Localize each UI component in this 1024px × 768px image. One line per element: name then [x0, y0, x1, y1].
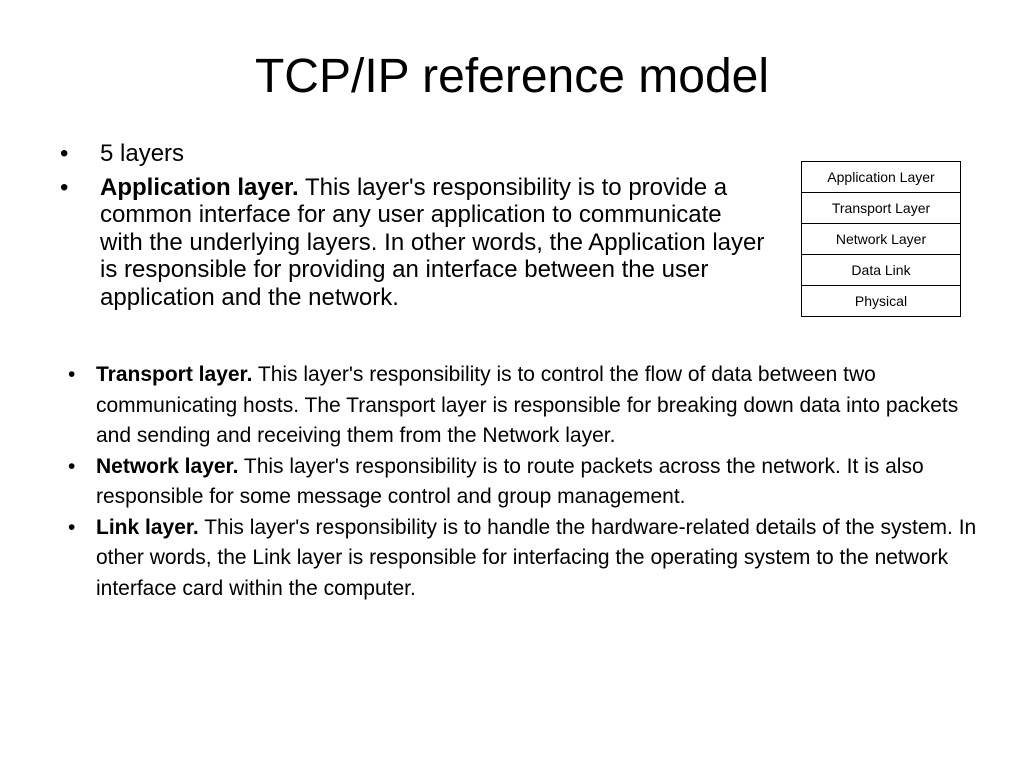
layer-cell-physical: Physical	[802, 286, 960, 317]
bullet-heading: Network layer.	[96, 454, 239, 478]
layer-cell-transport: Transport Layer	[802, 193, 960, 224]
bullet-text: This layer's responsibility is to route packets across the network. It is also responsible for some message control and group management.	[96, 454, 924, 508]
bullet-icon: •	[68, 363, 76, 386]
bullet-text: This layer's responsibility is to control the flow of data between two communicating hosts. The Transport layer is responsible for breaking down data into packets and sending and receiving them from the Network layer.	[96, 363, 959, 447]
bullet-item-application-layer	[60, 174, 770, 312]
layer-stack-diagram	[801, 161, 961, 317]
bullet-item-network-layer	[68, 452, 988, 513]
bullet-item-five-layers	[60, 140, 770, 168]
bullet-icon: •	[68, 454, 76, 478]
bullet-item-transport-layer	[68, 360, 988, 452]
bullet-text: This layer's responsibility is to handle the hardware-related details of the system. In other words, the Link layer is responsible for interfacing the operating system to the network interface card within the computer.	[96, 515, 977, 600]
layer-cell-data-link: Data Link	[802, 255, 960, 286]
bullet-item-link-layer	[68, 513, 988, 605]
bullet-icon: •	[68, 515, 76, 539]
bullet-heading: Application layer.	[100, 173, 299, 201]
bullet-heading: Transport layer.	[96, 363, 253, 386]
layer-cell-application: Application Layer	[802, 162, 960, 193]
bullet-heading: Link layer.	[96, 515, 199, 539]
bottom-bullet-list	[68, 360, 988, 604]
layer-cell-network: Network Layer	[802, 224, 960, 255]
bullet-icon: •	[60, 173, 69, 201]
slide-title: TCP/IP reference model	[254, 50, 769, 103]
bullet-text: 5 layers	[100, 140, 185, 167]
top-bullet-list	[60, 140, 770, 317]
bullet-text: This layer's responsibility is to provide a common interface for any user application to communicate with the underlying layers. In other words, the Application layer is responsible for providing an interface between the user application and the network.	[100, 173, 765, 311]
bullet-icon: •	[60, 140, 69, 167]
